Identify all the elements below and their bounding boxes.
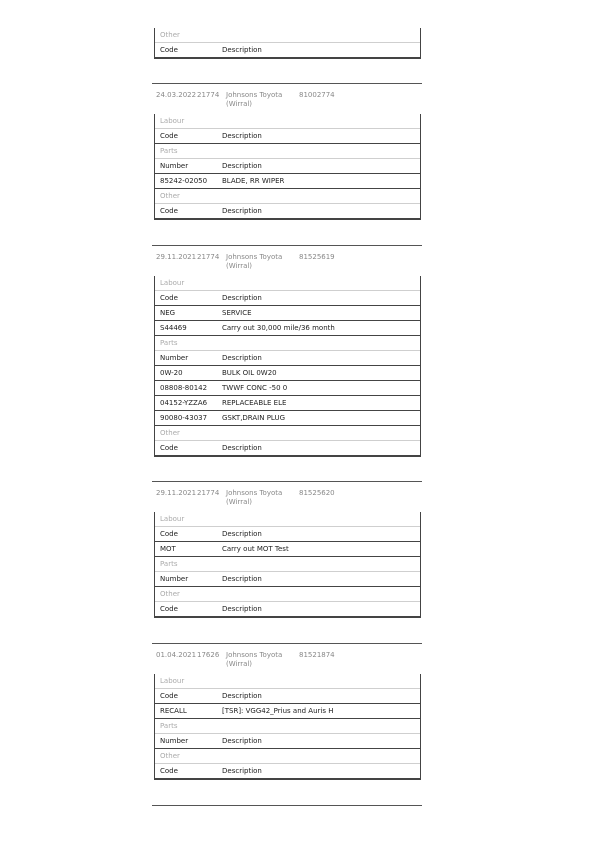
cell-code: NEG [160,309,176,317]
section-label: Parts [160,560,178,568]
cell-description: SERVICE [222,309,252,317]
section-row [155,144,420,159]
section-label: Other [160,752,180,760]
cell-description: GSKT,DRAIN PLUG [222,414,286,422]
entry-number: 21774 [197,489,220,497]
cell-description: Description [222,692,262,700]
cell-code: 08808-80142 [160,384,208,392]
table-row [155,204,420,218]
entry-table [154,674,421,780]
section-label: Labour [160,515,185,523]
entry-number: 21774 [197,91,220,99]
table-row [155,572,420,587]
entry-date: 24.03.2022 [156,91,197,99]
cell-description: Description [222,530,262,538]
section-label: Parts [160,339,178,347]
table-row [155,441,420,455]
cell-description: Description [222,767,262,775]
section-row [155,719,420,734]
entry-ref: 81002774 [299,91,335,99]
cell-code: RECALL [160,707,187,715]
table-row [155,159,420,174]
cell-code: Code [160,692,178,700]
cell-code: Code [160,207,178,215]
cell-description: Description [222,575,262,583]
cell-code: Code [160,767,178,775]
entry-divider [152,643,422,644]
cell-description: Description [222,294,262,302]
cell-description: Description [222,46,262,54]
cell-code: 0W-20 [160,369,183,377]
entry-table [154,114,421,220]
section-row [155,587,420,602]
entry-dealer: Johnsons Toyota [226,651,283,659]
entry-date: 01.04.2021 [156,651,197,659]
cell-description: Description [222,354,262,362]
cell-description: Carry out 30,000 mile/36 month [222,324,335,332]
section-row [155,557,420,572]
cell-description: Description [222,132,262,140]
table-row [155,321,420,336]
entry-dealer: Johnsons Toyota [226,91,283,99]
table-row [155,704,420,719]
entry-dealer: Johnsons Toyota [226,489,283,497]
cell-code: Number [160,737,189,745]
table-row [155,381,420,396]
entry-dealer: Johnsons Toyota [226,253,283,261]
section-label: Other [160,192,180,200]
table-row [155,689,420,704]
section-row [155,114,420,129]
table-row [155,396,420,411]
entry-location: (Wirral) [226,660,253,668]
cell-code: Number [160,575,189,583]
table-row [155,306,420,321]
section-row [155,276,420,291]
entry-table [154,512,421,618]
section-row [155,189,420,204]
cell-code: Code [160,46,178,54]
section-row [155,512,420,527]
entry-date: 29.11.2021 [156,489,197,497]
section-row [155,28,420,43]
cell-code: Code [160,132,178,140]
entry-location: (Wirral) [226,100,253,108]
table-row [155,129,420,144]
section-row [155,674,420,689]
cell-description: Description [222,207,262,215]
table-row [155,351,420,366]
cell-description: TWWF CONC -50 0 [222,384,288,392]
entry-location: (Wirral) [226,498,253,506]
section-row [155,336,420,351]
section-label: Labour [160,677,185,685]
top-continuation-table [154,28,421,59]
cell-code: 85242-02050 [160,177,208,185]
cell-code: 90080-43037 [160,414,208,422]
table-row [155,174,420,189]
table-row [155,527,420,542]
table-row [155,43,420,57]
table-row [155,291,420,306]
cell-code: S44469 [160,324,187,332]
entry-ref: 81525619 [299,253,335,261]
entry-location: (Wirral) [226,262,253,270]
section-label: Other [160,31,180,39]
cell-code: Number [160,162,189,170]
section-label: Parts [160,147,178,155]
cell-code: Code [160,294,178,302]
cell-description: [TSR]: VGG42_Prius and Auris H [222,707,334,715]
cell-code: Code [160,444,178,452]
entry-ref: 81521874 [299,651,335,659]
section-row [155,749,420,764]
entry-divider [152,481,422,482]
entry-divider [152,245,422,246]
entry-number: 21774 [197,253,220,261]
section-label: Labour [160,117,185,125]
cell-code: Number [160,354,189,362]
section-row [155,426,420,441]
cell-description: Description [222,605,262,613]
entry-divider [152,805,422,806]
section-label: Other [160,590,180,598]
cell-code: Code [160,605,178,613]
table-row [155,602,420,616]
table-row [155,411,420,426]
section-label: Labour [160,279,185,287]
table-row [155,542,420,557]
table-row [155,366,420,381]
cell-code: Code [160,530,178,538]
table-row [155,734,420,749]
cell-description: Carry out MOT Test [222,545,289,553]
entry-ref: 81525620 [299,489,335,497]
section-label: Other [160,429,180,437]
entry-divider [152,83,422,84]
cell-description: Description [222,737,262,745]
cell-description: BULK OIL 0W20 [222,369,277,377]
cell-description: REPLACEABLE ELE [222,399,287,407]
cell-description: BLADE, RR WIPER [222,177,285,185]
cell-description: Description [222,162,262,170]
section-label: Parts [160,722,178,730]
entry-number: 17626 [197,651,220,659]
cell-code: MOT [160,545,176,553]
cell-description: Description [222,444,262,452]
cell-code: 04152-YZZA6 [160,399,208,407]
entry-table [154,276,421,457]
table-row [155,764,420,778]
entry-date: 29.11.2021 [156,253,197,261]
